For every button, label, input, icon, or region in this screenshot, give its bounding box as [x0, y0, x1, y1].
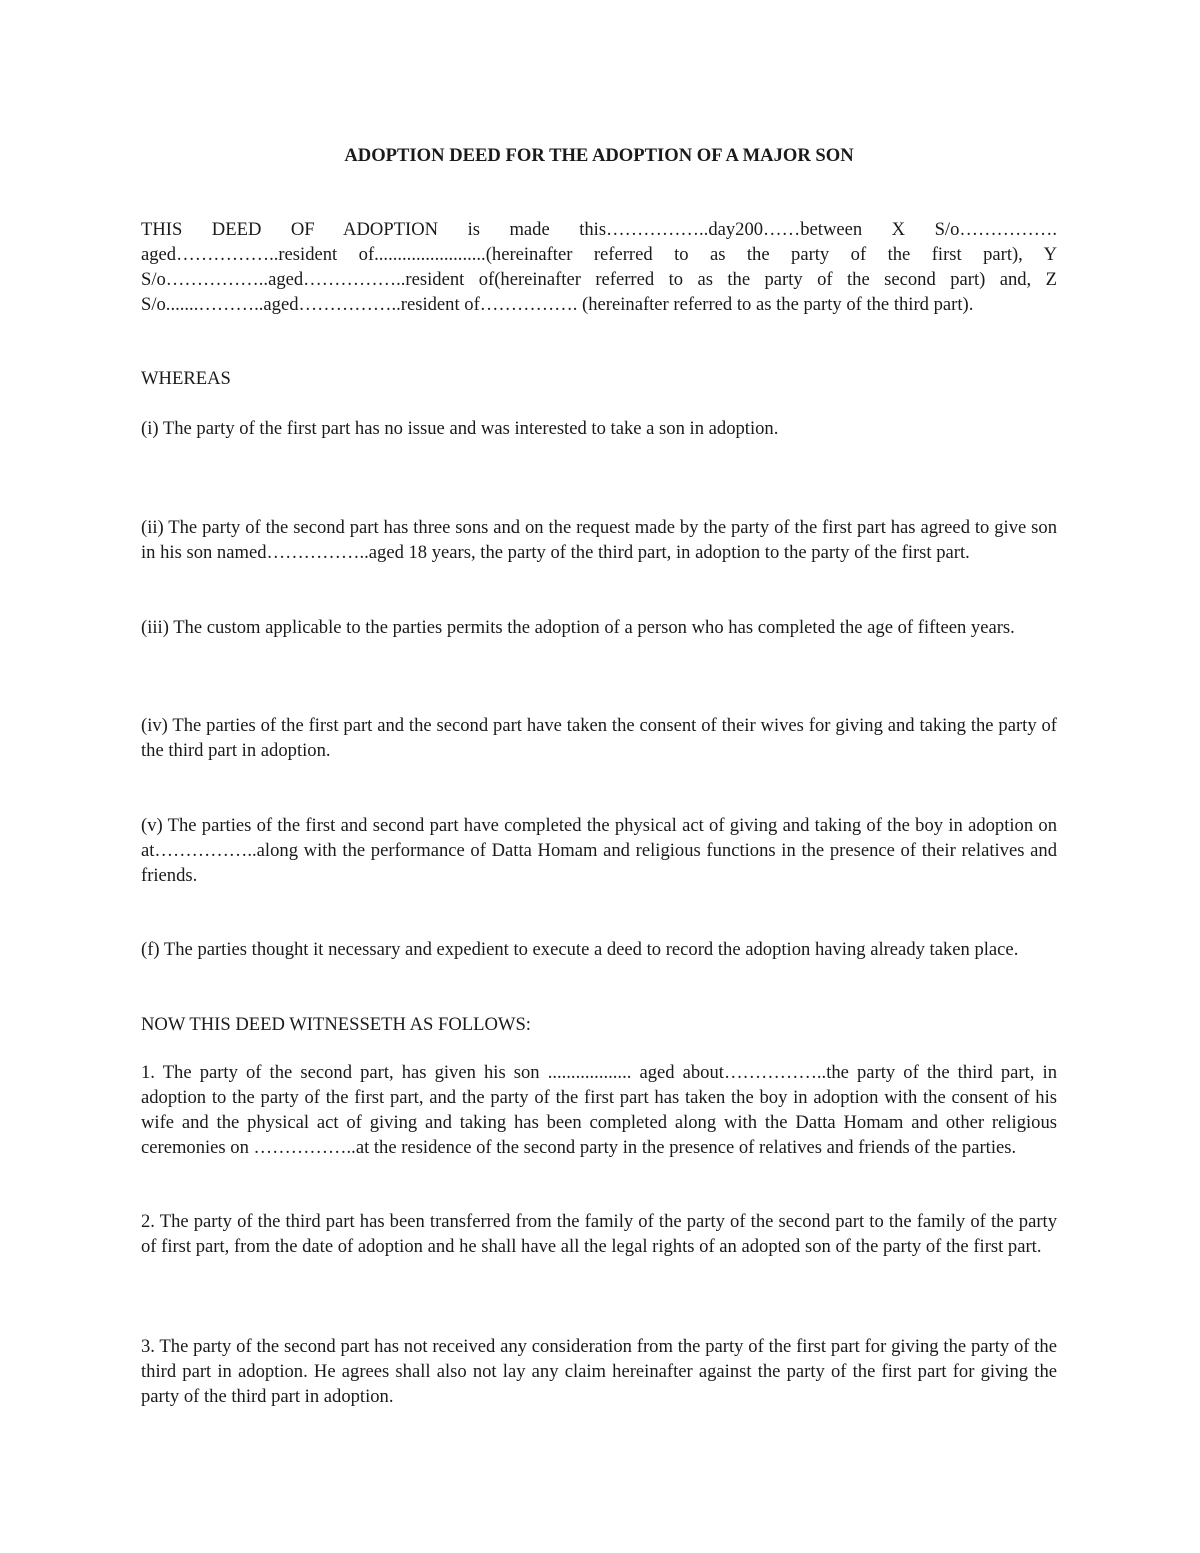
recital-iv: (iv) The parties of the first part and the second part have taken the consent of their wives for giving and taking the party of the third part in adoption. [141, 715, 1057, 761]
witnesseth-heading: NOW THIS DEED WITNESSETH AS FOLLOWS: [141, 1014, 531, 1035]
recital-v: (v) The parties of the first and second part have completed the physical act of giving and taking of the boy in adoption on at……………..along with the performance of Datta Homam and religious functions in the presence of their relatives and friends. [141, 815, 1057, 886]
recital-f: (f) The parties thought it necessary and expedient to execute a deed to record the adoption having already taken place. [141, 939, 1019, 960]
document-title: ADOPTION DEED FOR THE ADOPTION OF A MAJOR SON [344, 145, 854, 166]
clause-3: 3. The party of the second part has not received any consideration from the party of the first part for giving the party of the third part in adoption. He agrees shall also not lay any claim hereinafter against the party of the first part for giving the party of the third part in adoption. [141, 1336, 1057, 1407]
recital-ii: (ii) The party of the second part has three sons and on the request made by the party of the first part has agreed to give son in his son named……………..aged 18 years, the party of the third part, in adoption to the party of the first part. [141, 517, 1057, 563]
recital-i: (i) The party of the first part has no issue and was interested to take a son in adoption. [141, 418, 779, 439]
clause-1: 1. The party of the second part, has given his son .................. aged about……………..the party of the third part, in adoption to the party of the first part, and the party of the first part has taken the boy in adoption with the consent of his wife and the physical act of giving and taking has been completed along with the Datta Homam and other religious ceremonies on ……………..at the residence of the second party in the presence of relatives and friends of the parties. [141, 1062, 1057, 1158]
whereas-heading: WHEREAS [141, 368, 231, 389]
recital-iii: (iii) The custom applicable to the parties permits the adoption of a person who has completed the age of fifteen years. [141, 617, 1015, 638]
clause-2: 2. The party of the third part has been transferred from the family of the party of the second part to the family of the party of first part, from the date of adoption and he shall have all the legal rights of an adopted son of the party of the first part. [141, 1211, 1057, 1257]
deed-intro: THIS DEED OF ADOPTION is made this……………..day200……between X S/o……………. aged……………..resident of........................(hereinafter referred to as the party of the first part), Y S/o……………..aged……………..resident of(hereinafter referred to as the party of the second part) and, Z S/o.......………..aged……………..resident of……………. (hereinafter referred to as the party of the third part). [141, 219, 1057, 315]
